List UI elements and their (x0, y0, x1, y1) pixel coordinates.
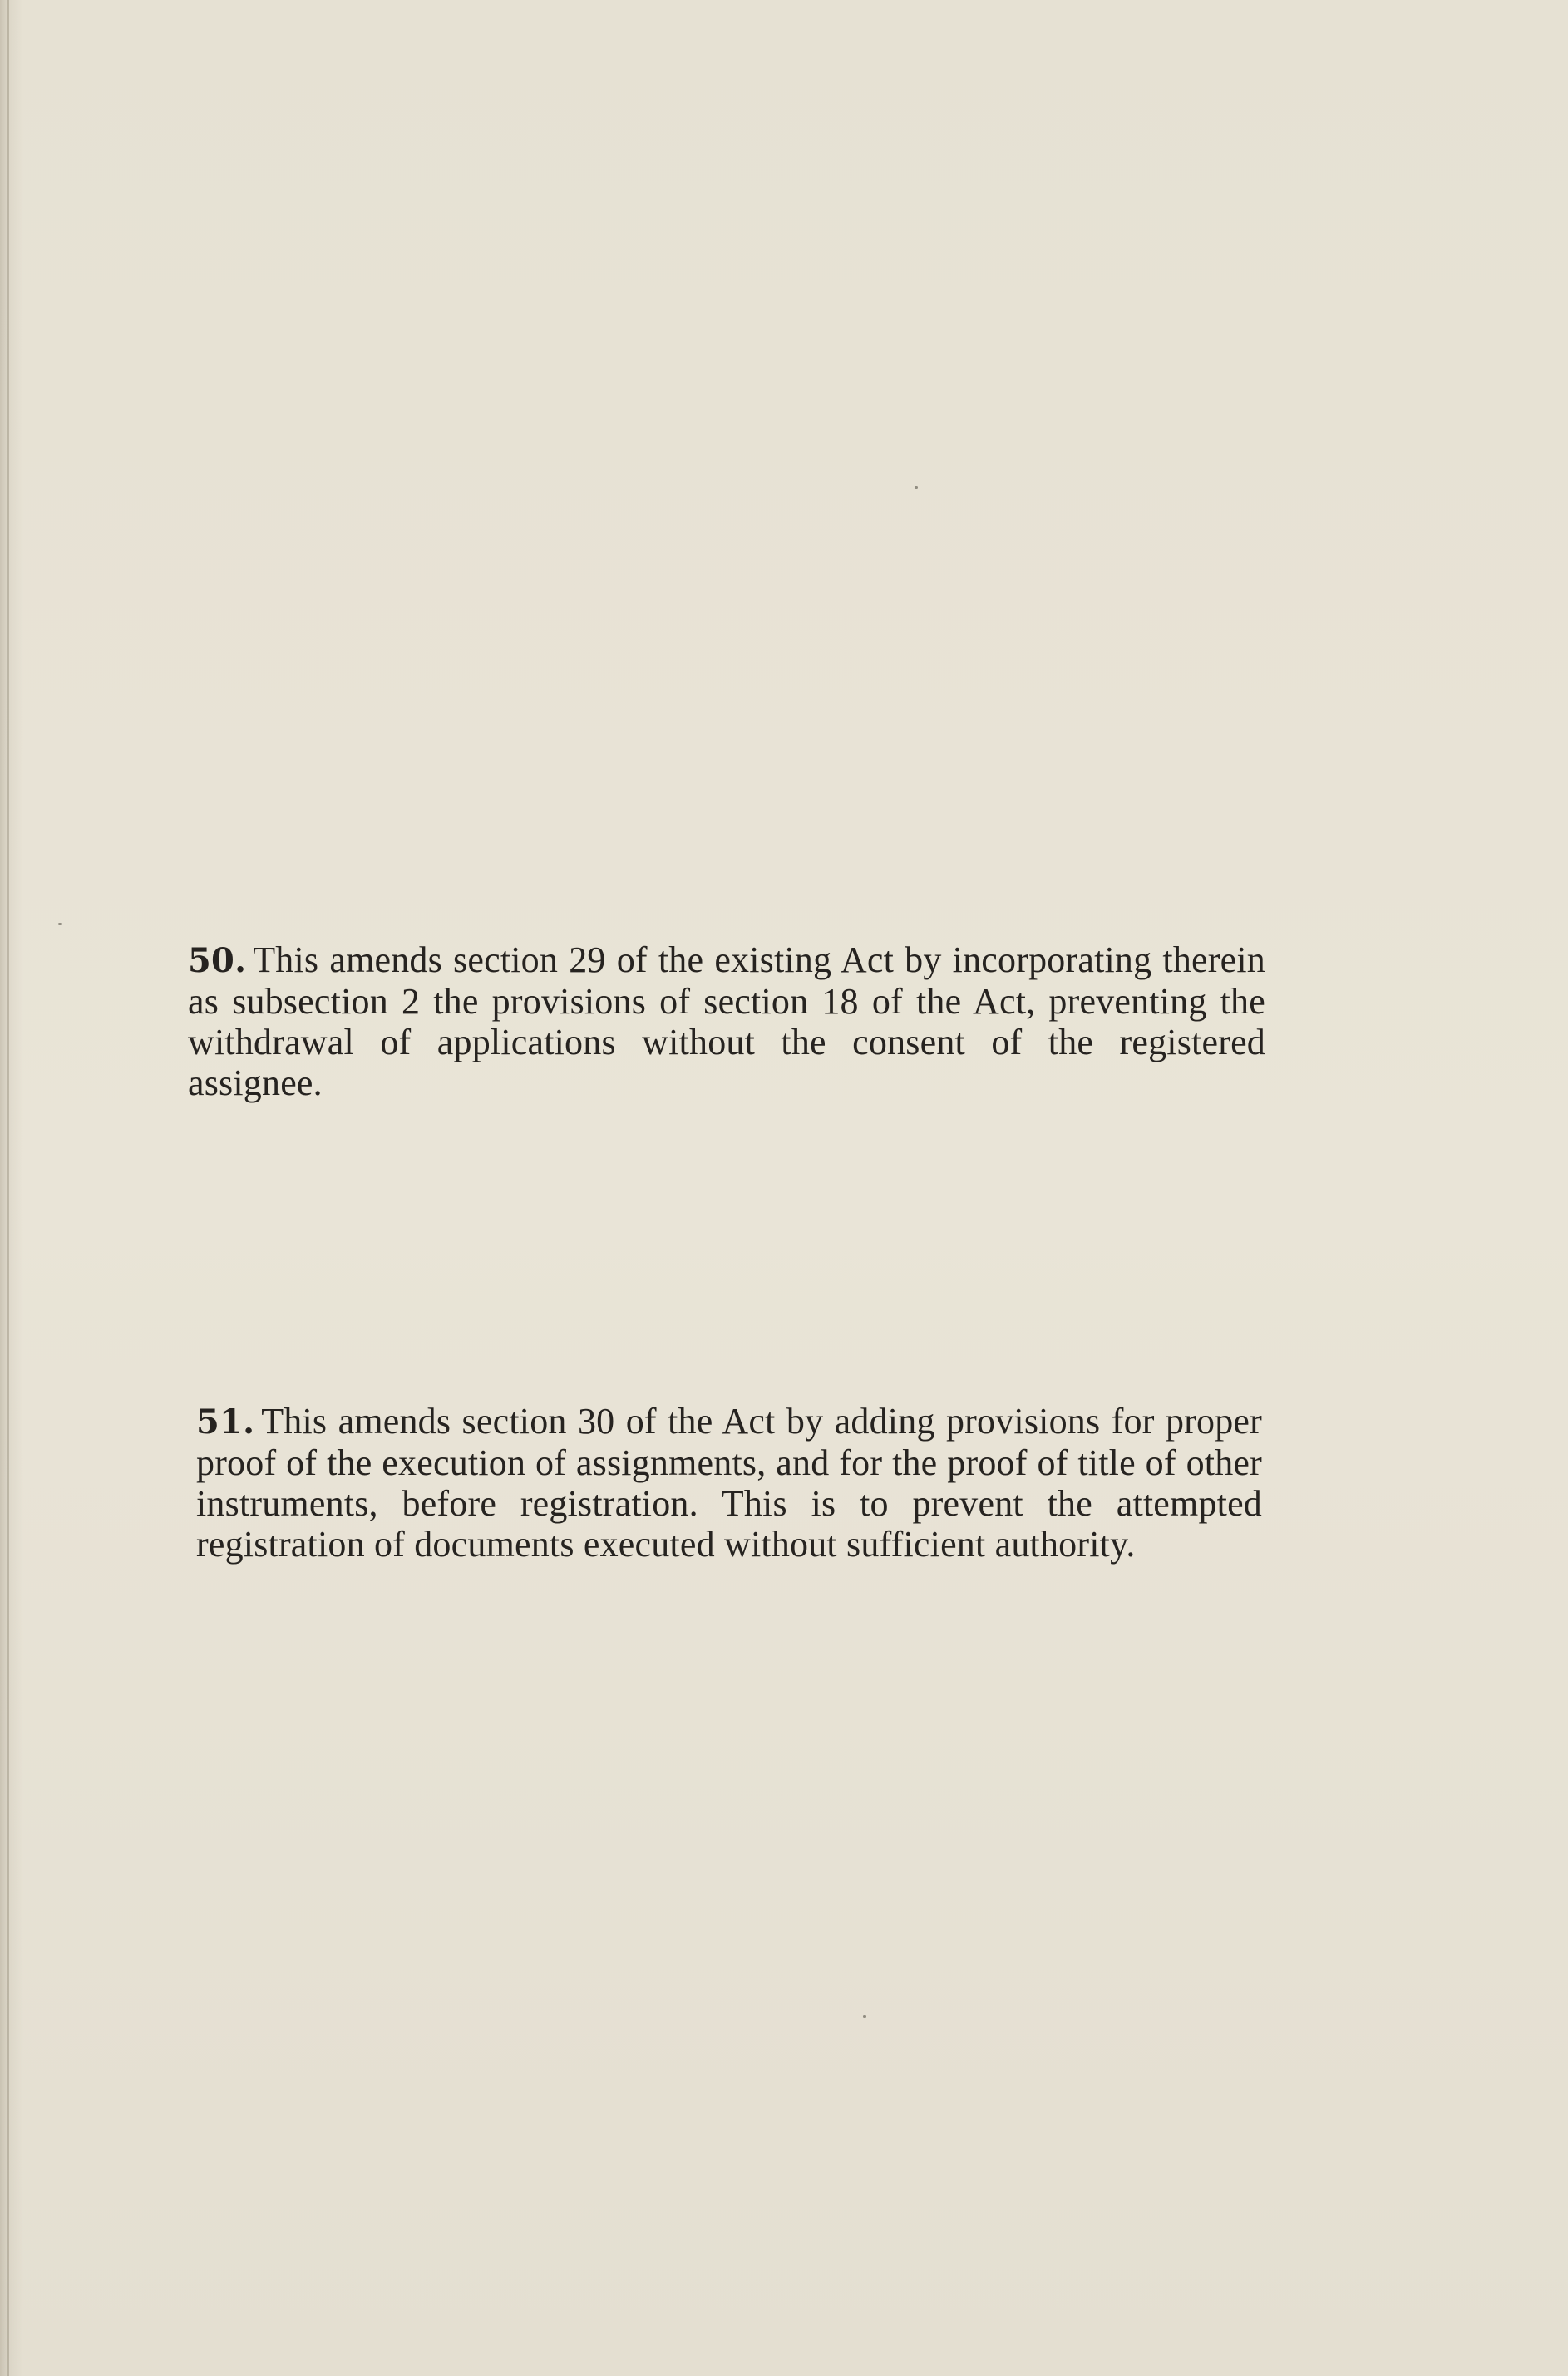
explanatory-note-50 (188, 939, 1265, 1103)
section-number: 51. (196, 1402, 255, 1442)
paper-speck (58, 923, 62, 925)
page-gutter (7, 0, 9, 2376)
paper-speck (863, 2015, 866, 2018)
paper-speck (915, 486, 918, 489)
note-text: This amends section 30 of the Act by adding provisions for proper proof of the execution of assignments, and for the proof of title of other instruments, before registration. This is to prevent the attempted registration of documents executed without sufficient authority. (196, 1401, 1262, 1565)
section-number: 50. (188, 941, 247, 980)
explanatory-note-51 (196, 1401, 1262, 1565)
note-text: This amends section 29 of the existing Act by incorporating therein as subsection 2 the provisions of section 18 of the Act, preventing the withdrawal of applications without the consent of the registered assignee. (188, 939, 1265, 1103)
